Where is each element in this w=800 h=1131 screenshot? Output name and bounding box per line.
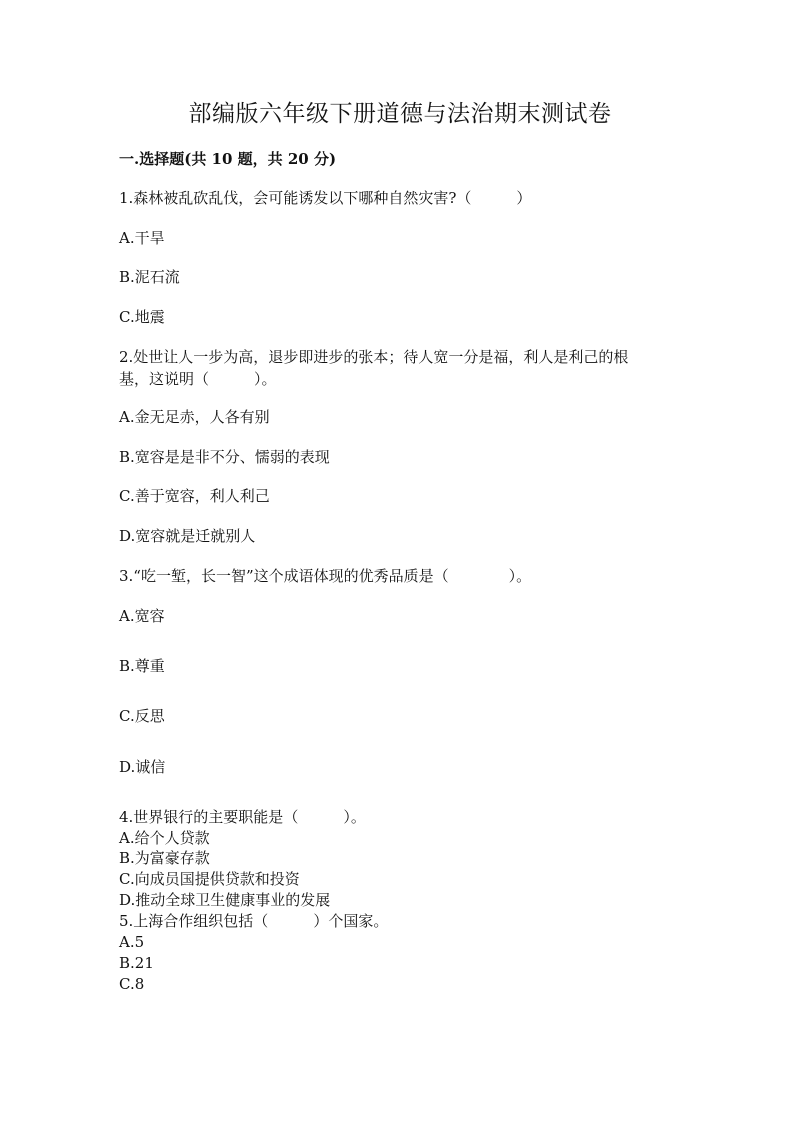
question-5-option-c: C.8	[119, 975, 145, 993]
question-5-option-a: A.5	[119, 933, 145, 951]
question-4-option-d: D.推动全球卫生健康事业的发展	[119, 891, 331, 909]
question-3-option-a: A.宽容	[119, 607, 165, 625]
question-4-option-a: A.给个人贷款	[119, 829, 210, 847]
question-1-stem: 1.森林被乱砍乱伐，会可能诱发以下哪种自然灾害?（ ）	[119, 189, 532, 207]
question-2-option-a: A.金无足赤，人各有别	[119, 408, 270, 426]
question-1-option-c: C.地震	[119, 308, 165, 326]
question-3-stem: 3.“吃一堑，长一智”这个成语体现的优秀品质是（ ）。	[119, 567, 532, 585]
question-4-stem: 4.世界银行的主要职能是（ ）。	[119, 808, 366, 826]
question-3-option-c: C.反思	[119, 707, 165, 725]
page-title: 部编版六年级下册道德与法治期末测试卷	[188, 101, 612, 127]
section-heading: 一.选择题(共 10 题，共 20 分)	[119, 150, 337, 168]
question-3-option-b: B.尊重	[119, 657, 165, 675]
question-2-option-c: C.善于宽容，利人利己	[119, 487, 270, 505]
question-2-option-b: B.宽容是是非不分、懦弱的表现	[119, 448, 330, 466]
question-2-stem-line-2: 基，这说明（ ）。	[119, 370, 277, 388]
question-3-option-d: D.诚信	[119, 758, 166, 776]
question-2-option-d: D.宽容就是迁就别人	[119, 527, 256, 545]
question-2-stem-line-1: 2.处世让人一步为高，退步即进步的张本；待人宽一分是福，利人是利己的根	[119, 348, 629, 366]
question-1-option-b: B.泥石流	[119, 268, 180, 286]
question-1-option-a: A.干旱	[119, 229, 165, 247]
question-4-option-b: B.为富豪存款	[119, 849, 210, 867]
question-5-option-b: B.21	[119, 954, 154, 972]
question-4-option-c: C.向成员国提供贷款和投资	[119, 870, 300, 888]
question-5-stem: 5.上海合作组织包括（ ）个国家。	[119, 912, 389, 930]
